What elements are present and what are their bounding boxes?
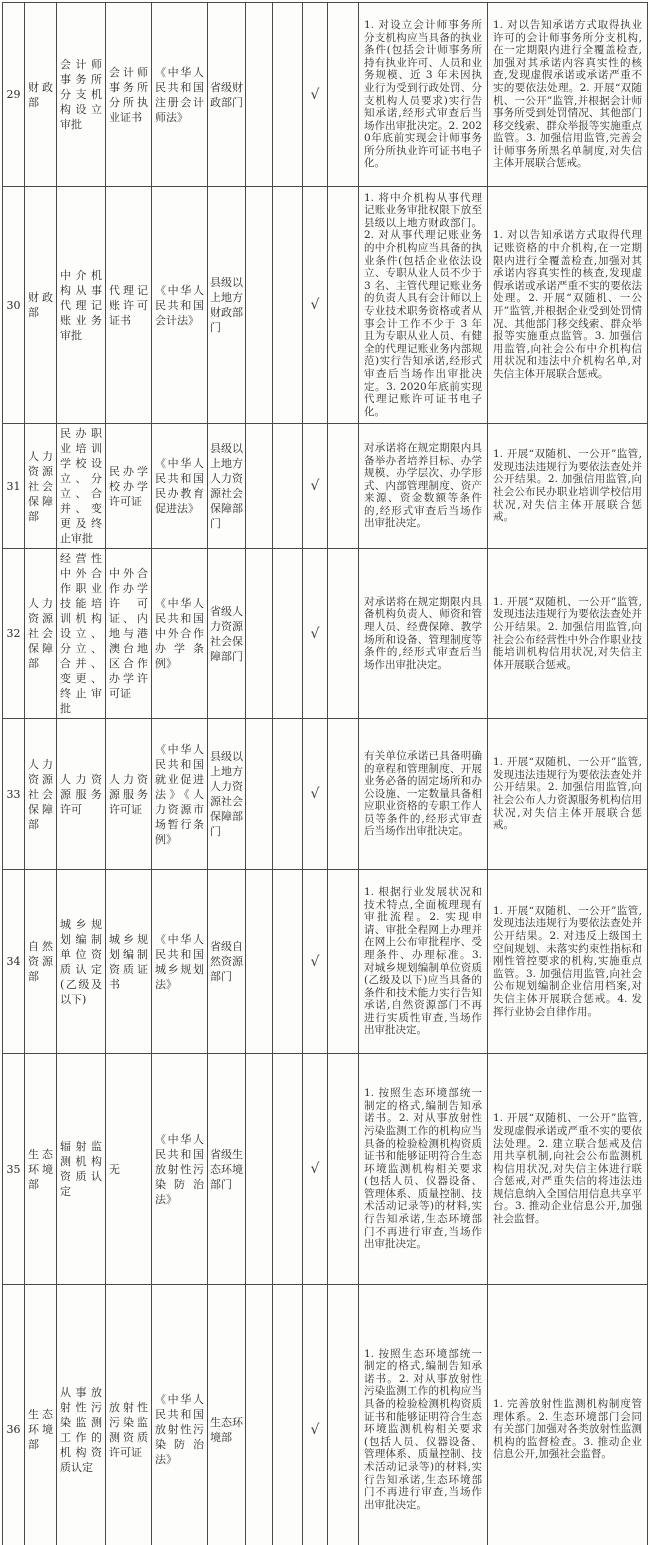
table-row — [3, 3, 648, 187]
supervision-measures-cell: 1. 完善放射性监测机构制度管理体系。2. 生态环境部门会同有关部门加强对各类放射性监测机构的监督检查。3. 推动企业信息公开,加强社会监督。 — [488, 1285, 648, 1545]
approval-authority-cell: 省级人力资源社会保障部门 — [208, 549, 246, 719]
checkmark-icon: √ — [303, 870, 328, 1054]
empty-cell — [273, 870, 303, 1054]
table-row — [3, 187, 648, 424]
checkmark-icon: √ — [303, 1054, 328, 1285]
table-row — [3, 1054, 648, 1285]
table-row — [3, 719, 648, 870]
empty-cell — [328, 424, 359, 549]
item-name-cell: 辐射监测机构资质认定 — [57, 1054, 106, 1285]
empty-cell — [246, 870, 273, 1054]
item-name-cell: 城乡规划编制单位资质认定(乙级及以下) — [57, 870, 106, 1054]
approval-authority-cell: 省级自然资源部门 — [208, 870, 246, 1054]
table-row — [3, 549, 648, 719]
empty-cell — [328, 870, 359, 1054]
approval-items-table — [2, 2, 648, 1545]
department-cell: 生态环境部 — [25, 1054, 57, 1285]
approval-method-cell: 对承诺将在规定期限内具备举办者培养目标、办学规模、办学层次、办学形式、内部管理制度、资产来源、资金数额等条件的,经形式审查后当场作出审批决定。 — [359, 424, 488, 549]
certificate-cell: 无 — [106, 1054, 152, 1285]
approval-authority-cell: 县级以上地方财政部门 — [208, 187, 246, 424]
approval-authority-cell: 生态环境部 — [208, 1285, 246, 1545]
certificate-cell: 代理记账许可证书 — [106, 187, 152, 424]
supervision-measures-cell: 1. 开展“双随机、一公开”监管,发现违法违规行为要依法查处并公开结果。2. 加强信用监管,向社会公布民办职业培训学校信用状况,对失信主体开展联合惩戒。 — [488, 424, 648, 549]
approval-method-cell: 对承诺将在规定期限内具备机构负责人、师资和管理人员、经费保障、教学场所和设备、管理制度等条件的,经形式审查后当场作出审批决定。 — [359, 549, 488, 719]
department-cell: 人力资源社会保障部 — [25, 719, 57, 870]
supervision-measures-cell: 1. 对以告知承诺方式取得执业许可的会计师事务所分支机构,在一定期限内进行全覆盖检查,加强对其承诺内容真实性的核查,发现虚假承诺或承诺严重不实的要依法处理。2. 开展“双随机、一公开”监管,并根据会计师事务所受到处罚情况、其他部门移交线索、群众举报等实施重点监管。3. 加强信用监管,完善会计师事务所黑名单制度,对失信主体开展联合惩戒。 — [488, 3, 648, 187]
approval-method-cell: 有关单位承诺已具备明确的章程和管理制度、开展业务必备的固定场所和办公设施、一定数量具备相应职业资格的专职工作人员等条件的,经形式审查后当场作出审批决定。 — [359, 719, 488, 870]
empty-cell — [246, 3, 273, 187]
empty-cell — [246, 1054, 273, 1285]
empty-cell — [273, 719, 303, 870]
checkmark-icon: √ — [303, 424, 328, 549]
approval-method-cell: 1. 按照生态环境部统一制定的格式,编制告知承诺书。2. 对从事放射性污染监测工作的机构应当具备的检验检测机构资质证书和能够证明符合生态环境监测机构相关要求(包括人员、仪器设备、管理体系、质量控制、技术活动记录等)的材料,实行告知承诺,生态环境部门不再进行审查,当场作出审批决定。 — [359, 1054, 488, 1285]
approval-method-cell: 1. 将中介机构从事代理记账业务审批权限下放至县级以上地方财政部门。2. 对从事代理记账业务的中介机构应当具备的执业条件(包括企业依法设立、专职从业人员不少于 3 名、主管代理记账业务的负责人具有会计师以上专业技术职务资格或者从事会计工作不少于 3 年且为专职从业人员、有健全的代理记账业务内部规范)实行告知承诺,经形式审查后当场作出审批决定。3. 2020年底前实现代理记账许可证书电子化。 — [359, 187, 488, 424]
empty-cell — [273, 187, 303, 424]
certificate-cell: 民办学校办学许可证 — [106, 424, 152, 549]
row-number: 35 — [3, 1054, 25, 1285]
empty-cell — [328, 187, 359, 424]
empty-cell — [273, 3, 303, 187]
item-name-cell: 民办职业培训学校设立、分立、合并、变更及终止审批 — [57, 424, 106, 549]
approval-method-cell: 1. 对设立会计师事务所分支机构应当具备的执业条件(包括会计师事务所持有执业许可、人员和业务规模、近 3 年未因执业行为受到行政处罚、分支机构人员要求)实行告知承诺,经形式审查后当场作出审批决定。2. 2020年底前实现会计师事务所分所执业许可证书电子化。 — [359, 3, 488, 187]
approval-authority-cell: 省级财政部门 — [208, 3, 246, 187]
checkmark-icon: √ — [303, 1285, 328, 1545]
supervision-measures-cell: 1. 对以告知承诺方式取得代理记账资格的中介机构,在一定期限内进行全覆盖检查,加强对其承诺内容真实性的核查,发现虚假承诺或承诺严重不实的要依法处理。2. 开展“双随机、一公开”监管,并根据企业受到处罚情况、其他部门移交线索、群众举报等实施重点监管。3. 加强信用监管,向社会公布中介机构信用状况和违法中介机构名单,对失信主体开展联合惩戒。 — [488, 187, 648, 424]
legal-basis-cell: 《中华人民共和国城乡规划法》 — [152, 870, 208, 1054]
empty-cell — [273, 424, 303, 549]
empty-cell — [246, 187, 273, 424]
table-row — [3, 424, 648, 549]
row-number: 29 — [3, 3, 25, 187]
row-number: 34 — [3, 870, 25, 1054]
department-cell: 生态环境部 — [25, 1285, 57, 1545]
empty-cell — [273, 1054, 303, 1285]
empty-cell — [328, 3, 359, 187]
empty-cell — [246, 1285, 273, 1545]
legal-basis-cell: 《中华人民共和国会计法》 — [152, 187, 208, 424]
department-cell: 财政部 — [25, 187, 57, 424]
approval-method-cell: 1. 根据行业发展状况和技术特点,全面梳理现有审批流程。2. 实现申请、审批全程网上办理并在网上公布审批程序、受理条件、办理标准。3. 对城乡规划编制单位资质(乙级及以下)应当具备的条件和技术能力实行告知承诺,自然资源部门不再进行实质性审查,当场作出审批决定。 — [359, 870, 488, 1054]
checkmark-icon: √ — [303, 3, 328, 187]
approval-authority-cell: 县级以上地方人力资源社会保障部门 — [208, 424, 246, 549]
supervision-measures-cell: 1. 开展“双随机、一公开”监管,发现违法违规行为要依法查处并公开结果。2. 对违反上级国土空间规划、未落实约束性指标和刚性管控要求的机构,实施重点监管。3. 加强信用监管,向社会公布规划编制企业信用档案,对失信主体开展联合惩戒。4. 发挥行业协会自律作用。 — [488, 870, 648, 1054]
empty-cell — [328, 719, 359, 870]
item-name-cell: 中介机构从事代理记账业务审批 — [57, 187, 106, 424]
row-number: 33 — [3, 719, 25, 870]
legal-basis-cell: 《中华人民共和国就业促进法》《人力资源市场暂行条例》 — [152, 719, 208, 870]
empty-cell — [328, 1285, 359, 1545]
checkmark-icon: √ — [303, 549, 328, 719]
legal-basis-cell: 《中华人民共和国放射性污染防治法》 — [152, 1285, 208, 1545]
checkmark-icon: √ — [303, 719, 328, 870]
supervision-measures-cell: 1. 开展“双随机、一公开”监管,发现违法违规行为要依法查处并公开结果。2. 加强信用监管,向社会公布人力资源服务机构信用状况,对失信主体开展联合惩戒。 — [488, 719, 648, 870]
row-number: 36 — [3, 1285, 25, 1545]
empty-cell — [328, 549, 359, 719]
certificate-cell: 人力资源服务许可证 — [106, 719, 152, 870]
item-name-cell: 从事放射性污染监测工作的机构资质认定 — [57, 1285, 106, 1545]
row-number: 31 — [3, 424, 25, 549]
approval-authority-cell: 县级以上地方人力资源社会保障部门 — [208, 719, 246, 870]
empty-cell — [273, 549, 303, 719]
department-cell: 人力资源社会保障部 — [25, 424, 57, 549]
department-cell: 自然资源部 — [25, 870, 57, 1054]
item-name-cell: 会计师事务所分支机构设立审批 — [57, 3, 106, 187]
supervision-measures-cell: 1. 开展“双随机、一公开”监管,发现虚假承诺或严重不实的要依法处理。2. 建立联合惩戒及信用共享机制,向社会公布监测机构信用状况,对失信主体进行联合惩戒,对严重失信的将违法违规信息纳入全国信用信息共享平台。3. 推动企业信息公开,加强社会监督。 — [488, 1054, 648, 1285]
item-name-cell: 人力资源服务许可 — [57, 719, 106, 870]
certificate-cell: 城乡规划编制资质证书 — [106, 870, 152, 1054]
department-cell: 财政部 — [25, 3, 57, 187]
approval-method-cell: 1. 按照生态环境部统一制定的格式,编制告知承诺书。2. 对从事放射性污染监测工作的机构应当具备的检验检测机构资质证书和能够证明符合生态环境监测机构相关要求(包括人员、仪器设备、管理体系、质量控制、技术活动记录等)的材料,实行告知承诺,生态环境部门不再进行审查,当场作出审批决定。 — [359, 1285, 488, 1545]
certificate-cell: 中外合作办学许可证、内地与港澳台地区合作办学许可证 — [106, 549, 152, 719]
table-row — [3, 1285, 648, 1545]
empty-cell — [246, 549, 273, 719]
item-name-cell: 经营性中外合作职业技能培训机构设立、分立、合并、变更、终止审批 — [57, 549, 106, 719]
row-number: 30 — [3, 187, 25, 424]
supervision-measures-cell: 1. 开展“双随机、一公开”监管,发现违法违规行为要依法查处并公开结果。2. 加强信用监管,向社会公布经营性中外合作职业技能培训机构信用状况,对失信主体开展联合惩戒。 — [488, 549, 648, 719]
checkmark-icon: √ — [303, 187, 328, 424]
certificate-cell: 会计师事务所分所执业证书 — [106, 3, 152, 187]
legal-basis-cell: 《中华人民共和国民办教育促进法》 — [152, 424, 208, 549]
approval-authority-cell: 省级生态环境部门 — [208, 1054, 246, 1285]
department-cell: 人力资源社会保障部 — [25, 549, 57, 719]
empty-cell — [246, 424, 273, 549]
legal-basis-cell: 《中华人民共和国中外合作办学条例》 — [152, 549, 208, 719]
table-row — [3, 870, 648, 1054]
empty-cell — [246, 719, 273, 870]
legal-basis-cell: 《中华人民共和国注册会计师法》 — [152, 3, 208, 187]
row-number: 32 — [3, 549, 25, 719]
legal-basis-cell: 《中华人民共和国放射性污染防治法》 — [152, 1054, 208, 1285]
empty-cell — [273, 1285, 303, 1545]
empty-cell — [328, 1054, 359, 1285]
certificate-cell: 放射性污染监测资质许可证 — [106, 1285, 152, 1545]
